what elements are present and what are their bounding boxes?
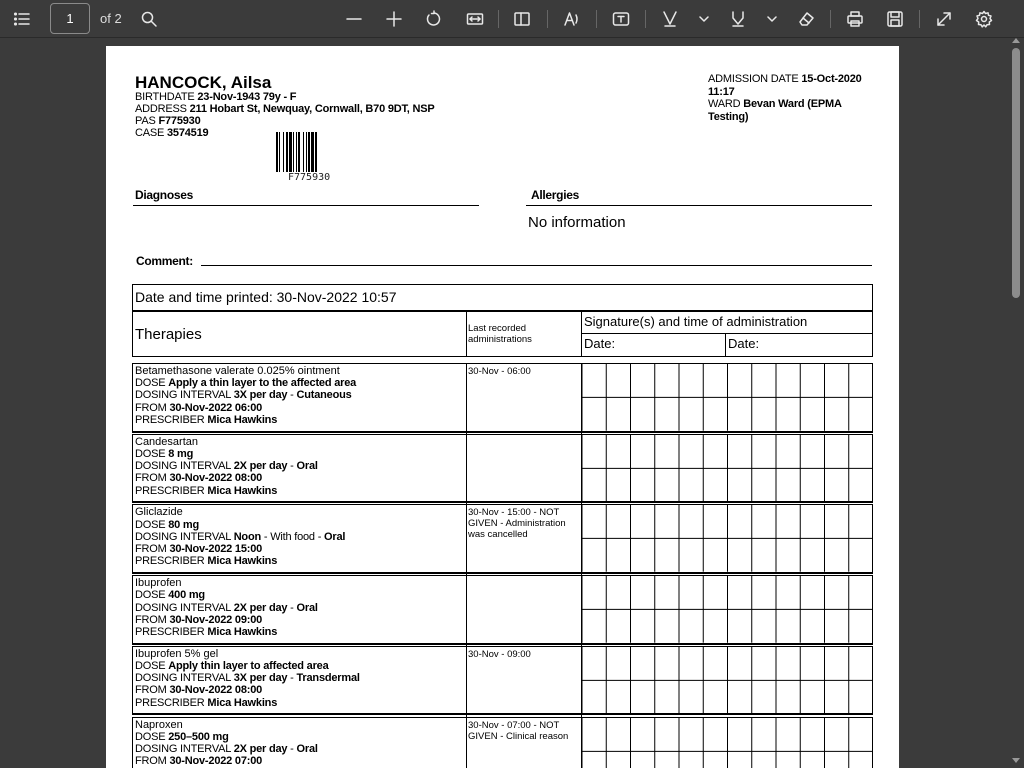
last-recorded-header: Last recorded administrations bbox=[468, 323, 532, 345]
from-value: 30-Nov-2022 07:00 bbox=[169, 755, 263, 768]
toolbar-separator bbox=[645, 10, 646, 28]
dosing-interval-label: DOSING INTERVAL bbox=[135, 742, 234, 755]
admission-date-row bbox=[708, 73, 868, 98]
dose-value: 8 mg bbox=[168, 447, 194, 460]
dose-label: DOSE bbox=[135, 589, 169, 602]
page-number-input[interactable]: 1 bbox=[50, 3, 90, 34]
pas-label: PAS bbox=[135, 115, 156, 127]
dose bbox=[135, 660, 360, 672]
dosing-interval-label: DOSING INTERVAL bbox=[135, 530, 234, 543]
dosing-interval bbox=[135, 389, 356, 401]
prescriber-label: PRESCRIBER bbox=[135, 555, 208, 568]
interval-dash: - bbox=[287, 742, 297, 755]
dosing-interval bbox=[135, 743, 318, 755]
birthdate-row bbox=[135, 91, 296, 103]
printed-date-box bbox=[132, 284, 873, 311]
from bbox=[135, 614, 318, 626]
pas-row bbox=[135, 115, 201, 127]
dose-label: DOSE bbox=[135, 660, 169, 672]
toolbar-separator bbox=[596, 10, 597, 28]
page-count-label: of 2 bbox=[100, 11, 122, 26]
from bbox=[135, 472, 318, 484]
dose bbox=[135, 448, 318, 460]
therapy-row[interactable] bbox=[132, 504, 873, 574]
barcode-bar bbox=[298, 132, 300, 172]
row-divider bbox=[466, 576, 467, 647]
dose-label: DOSE bbox=[135, 518, 169, 531]
prescriber bbox=[135, 485, 318, 497]
dosing-interval-value: 2X per day bbox=[233, 742, 288, 755]
address-label: ADDRESS bbox=[135, 103, 187, 115]
therapy-row[interactable] bbox=[132, 434, 873, 504]
pas-value: F775930 bbox=[158, 115, 201, 127]
interval-extra: With food bbox=[270, 530, 315, 543]
from-label: FROM bbox=[135, 401, 170, 414]
prescriber bbox=[135, 414, 356, 426]
from bbox=[135, 684, 360, 696]
signature-grid[interactable] bbox=[582, 364, 873, 431]
comment-label: Comment: bbox=[136, 254, 193, 268]
scroll-up-arrow-icon[interactable] bbox=[1012, 38, 1020, 43]
birthdate-label: BIRTHDATE bbox=[135, 91, 195, 103]
row-divider bbox=[466, 718, 467, 768]
dose-value: 400 mg bbox=[168, 589, 205, 602]
row-divider bbox=[466, 364, 467, 435]
pdf-toolbar bbox=[0, 0, 1024, 38]
birthdate-value: 23-Nov-1943 79y - F bbox=[197, 91, 297, 103]
dose bbox=[135, 377, 356, 389]
page-view-icon[interactable] bbox=[508, 5, 536, 33]
interval-dash: - bbox=[287, 460, 297, 473]
therapy-name: Gliclazide bbox=[135, 506, 183, 519]
dose-label: DOSE bbox=[135, 377, 169, 390]
prescriber bbox=[135, 555, 345, 567]
therapy-name: Naproxen bbox=[135, 718, 183, 731]
therapy-row[interactable] bbox=[132, 717, 873, 768]
prescriber-label: PRESCRIBER bbox=[135, 413, 208, 426]
route-value: Oral bbox=[296, 742, 318, 755]
prescriber-value: Mica Hawkins bbox=[207, 413, 278, 426]
interval-dash: - bbox=[287, 389, 297, 402]
dosing-interval-label: DOSING INTERVAL bbox=[135, 672, 234, 685]
dose bbox=[135, 589, 318, 601]
from-label: FROM bbox=[135, 755, 170, 768]
dosing-interval bbox=[135, 531, 345, 543]
therapy-info bbox=[135, 365, 356, 426]
barcode-bar bbox=[279, 132, 280, 172]
prescriber-value: Mica Hawkins bbox=[207, 555, 278, 568]
prescriber-label: PRESCRIBER bbox=[135, 625, 208, 638]
ward-label: WARD bbox=[708, 98, 741, 110]
case-label: CASE bbox=[135, 127, 165, 139]
therapy-info bbox=[135, 436, 318, 497]
fit-width-icon[interactable] bbox=[461, 5, 489, 33]
barcode-bar bbox=[289, 132, 292, 172]
scroll-down-arrow-icon[interactable] bbox=[1012, 758, 1020, 763]
chevron-down-icon[interactable] bbox=[690, 5, 718, 33]
interval-dash: - bbox=[314, 530, 325, 543]
text-box-icon[interactable] bbox=[607, 5, 635, 33]
barcode-bar bbox=[296, 132, 297, 172]
save-icon[interactable] bbox=[881, 5, 909, 33]
admission-date-value: 15-Oct-2020 11:17 bbox=[708, 73, 862, 98]
gear-icon[interactable] bbox=[970, 5, 998, 33]
dose-value: 80 mg bbox=[168, 518, 200, 531]
signature-grid[interactable] bbox=[582, 718, 873, 768]
last-recorded-administration: 30-Nov - 15:00 - NOT GIVEN - Administration was cancelled bbox=[468, 507, 566, 541]
date-label-2: Date: bbox=[728, 336, 760, 351]
dose-value: Apply thin layer to affected area bbox=[168, 660, 329, 672]
barcode-bar bbox=[311, 132, 314, 172]
last-recorded-administration: 30-Nov - 09:00 bbox=[468, 648, 531, 660]
therapy-info bbox=[135, 506, 345, 567]
therapies-header: Therapies bbox=[135, 326, 202, 343]
zoom-in-icon[interactable] bbox=[380, 5, 408, 33]
address-row bbox=[135, 103, 435, 115]
dosing-interval bbox=[135, 602, 318, 614]
therapy-info bbox=[135, 719, 318, 768]
allergies-value: No information bbox=[528, 214, 626, 231]
dosing-interval-label: DOSING INTERVAL bbox=[135, 601, 234, 614]
rotate-icon[interactable] bbox=[420, 5, 448, 33]
diagnoses-label: Diagnoses bbox=[135, 188, 193, 202]
toolbar-separator bbox=[547, 10, 548, 28]
expand-icon[interactable] bbox=[930, 5, 958, 33]
from-value: 30-Nov-2022 08:00 bbox=[169, 684, 263, 697]
header-divider bbox=[725, 333, 726, 356]
ward-row bbox=[708, 98, 868, 123]
route-value: Transdermal bbox=[296, 672, 360, 685]
barcode-text: F775930 bbox=[288, 172, 331, 183]
toolbar-separator bbox=[830, 10, 831, 28]
signature-header: Signature(s) and time of administration bbox=[584, 314, 808, 329]
therapy-row[interactable] bbox=[132, 646, 873, 716]
row-divider bbox=[466, 647, 467, 718]
comment-rule bbox=[201, 265, 872, 266]
printed-date-text: Date and time printed: 30-Nov-2022 10:57 bbox=[135, 289, 397, 305]
prescriber-value: Mica Hawkins bbox=[207, 625, 278, 638]
route-value: Cutaneous bbox=[296, 389, 352, 402]
chevron-down-icon[interactable] bbox=[758, 5, 786, 33]
patient-barcode bbox=[276, 132, 344, 172]
route-value: Oral bbox=[296, 601, 318, 614]
scroll-thumb[interactable] bbox=[1012, 48, 1020, 298]
allergies-rule bbox=[526, 205, 872, 206]
header-divider bbox=[582, 333, 873, 334]
barcode-bar bbox=[293, 132, 294, 172]
dosing-interval bbox=[135, 672, 360, 684]
patient-name: HANCOCK, Ailsa bbox=[135, 73, 272, 92]
dosing-interval-value: 2X per day bbox=[233, 460, 288, 473]
address-value: 211 Hobart St, Newquay, Cornwall, B70 9DT, NSP bbox=[189, 103, 435, 115]
date-label-1: Date: bbox=[584, 336, 616, 351]
barcode-bar bbox=[315, 132, 317, 172]
last-recorded-administration: 30-Nov - 06:00 bbox=[468, 366, 531, 377]
header-divider bbox=[466, 312, 467, 356]
barcode-bar bbox=[276, 132, 278, 172]
barcode-bar bbox=[308, 132, 310, 172]
dose-value: Apply a thin layer to the affected area bbox=[168, 377, 357, 390]
draw-icon[interactable] bbox=[656, 5, 684, 33]
dosing-interval-value: Noon bbox=[233, 530, 261, 543]
from-value: 30-Nov-2022 08:00 bbox=[169, 472, 263, 485]
search-icon[interactable] bbox=[135, 5, 163, 33]
from-value: 30-Nov-2022 09:00 bbox=[169, 613, 263, 626]
prescriber-value: Mica Hawkins bbox=[207, 696, 278, 709]
therapy-row[interactable] bbox=[132, 575, 873, 645]
signature-grid[interactable] bbox=[582, 505, 873, 572]
row-divider bbox=[466, 435, 467, 506]
dosing-interval-label: DOSING INTERVAL bbox=[135, 389, 234, 402]
from bbox=[135, 543, 345, 555]
outline-menu-icon[interactable] bbox=[8, 5, 36, 33]
pdf-page bbox=[106, 46, 899, 768]
dosing-interval-value: 2X per day bbox=[233, 601, 288, 614]
therapy-row[interactable] bbox=[132, 363, 873, 433]
header-divider bbox=[581, 312, 582, 356]
case-row bbox=[135, 127, 208, 139]
case-value: 3574519 bbox=[167, 127, 209, 139]
therapy-info bbox=[135, 648, 360, 709]
therapy-name: Betamethasone valerate 0.025% ointment bbox=[135, 365, 340, 377]
dose bbox=[135, 519, 345, 531]
from bbox=[135, 402, 356, 414]
from-value: 30-Nov-2022 06:00 bbox=[169, 401, 263, 414]
dose-value: 250–500 mg bbox=[168, 730, 229, 743]
highlight-icon[interactable] bbox=[724, 5, 752, 33]
signature-grid[interactable] bbox=[582, 435, 873, 502]
eraser-icon[interactable] bbox=[792, 5, 820, 33]
diagnoses-rule bbox=[133, 205, 479, 206]
signature-grid[interactable] bbox=[582, 576, 873, 643]
prescriber-label: PRESCRIBER bbox=[135, 696, 208, 709]
interval-dash: - bbox=[261, 530, 271, 543]
prescriber-label: PRESCRIBER bbox=[135, 484, 208, 497]
dose-label: DOSE bbox=[135, 730, 169, 743]
barcode-bar bbox=[306, 132, 307, 172]
admission-date-label: ADMISSION DATE bbox=[708, 73, 799, 85]
from-label: FROM bbox=[135, 543, 170, 555]
dosing-interval-label: DOSING INTERVAL bbox=[135, 460, 234, 473]
route-value: Oral bbox=[324, 530, 346, 543]
chart-header bbox=[132, 311, 873, 357]
prescriber-value: Mica Hawkins bbox=[207, 484, 278, 497]
barcode-bar bbox=[283, 132, 284, 172]
dosing-interval-value: 3X per day bbox=[233, 389, 288, 402]
therapy-info bbox=[135, 577, 318, 638]
dose bbox=[135, 731, 318, 743]
interval-dash: - bbox=[287, 601, 297, 614]
therapy-name: Ibuprofen 5% gel bbox=[135, 647, 219, 660]
therapy-name: Candesartan bbox=[135, 435, 198, 448]
toolbar-separator bbox=[919, 10, 920, 28]
interval-dash: - bbox=[287, 672, 297, 685]
ward-value: Bevan Ward (EPMA Testing) bbox=[708, 98, 842, 123]
barcode-bar bbox=[286, 132, 288, 172]
signature-grid[interactable] bbox=[582, 647, 873, 714]
from-label: FROM bbox=[135, 684, 170, 697]
print-icon[interactable] bbox=[841, 5, 869, 33]
route-value: Oral bbox=[296, 460, 318, 473]
dose-label: DOSE bbox=[135, 447, 169, 460]
barcode-bar bbox=[303, 132, 304, 172]
therapy-name: Ibuprofen bbox=[135, 577, 182, 590]
last-recorded-administration: 30-Nov - 07:00 - NOT GIVEN - Clinical reason bbox=[468, 719, 569, 742]
zoom-out-icon[interactable] bbox=[340, 5, 368, 33]
from-label: FROM bbox=[135, 472, 170, 485]
from-value: 30-Nov-2022 15:00 bbox=[169, 543, 263, 555]
row-divider bbox=[466, 505, 467, 576]
dosing-interval-value: 3X per day bbox=[233, 672, 288, 685]
prescriber bbox=[135, 626, 318, 638]
toolbar-separator bbox=[498, 10, 499, 28]
allergies-label: Allergies bbox=[531, 188, 579, 202]
from-label: FROM bbox=[135, 613, 170, 626]
prescriber bbox=[135, 697, 360, 709]
read-aloud-icon[interactable] bbox=[558, 5, 586, 33]
dosing-interval bbox=[135, 460, 318, 472]
from bbox=[135, 755, 318, 767]
vertical-scrollbar[interactable] bbox=[1008, 38, 1024, 768]
